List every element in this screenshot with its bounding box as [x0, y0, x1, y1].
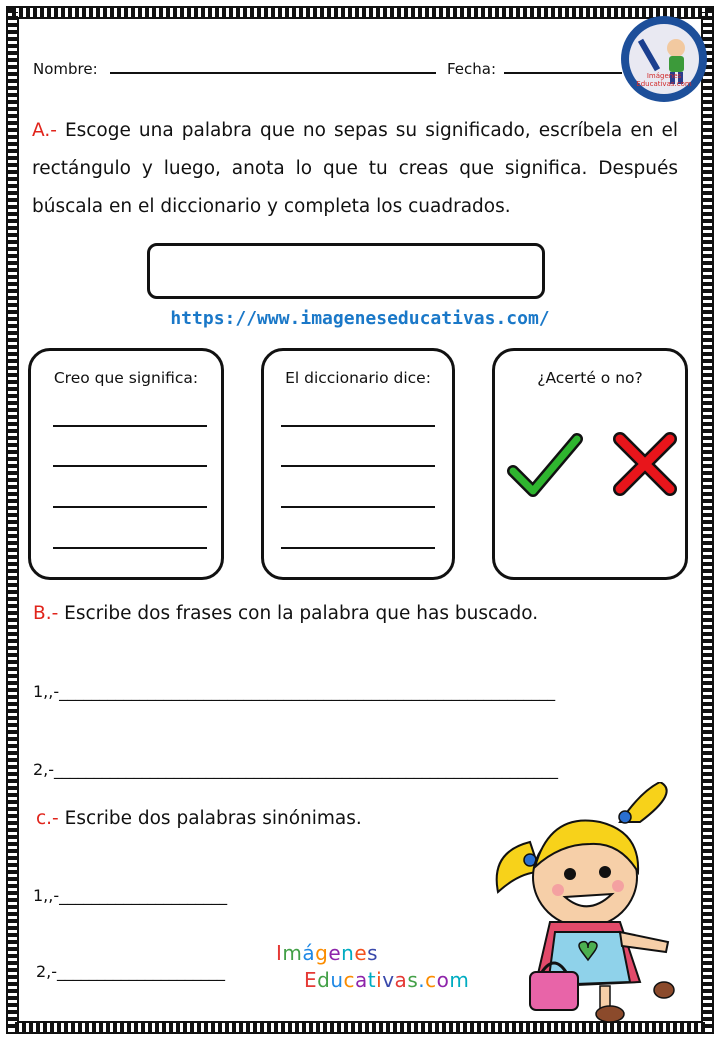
- section-a-instruction: [32, 112, 678, 226]
- girl-illustration: [490, 782, 690, 1026]
- section-c-text: Escribe dos palabras sinónimas.: [64, 808, 362, 829]
- guess-card: [28, 348, 224, 580]
- section-c-prefix: c.-: [36, 808, 59, 829]
- result-card: [492, 348, 688, 580]
- checkmark-icon[interactable]: [507, 431, 583, 501]
- synonym-line-1[interactable]: 1,,-_____________________: [33, 886, 228, 905]
- section-c-instruction: [36, 808, 362, 829]
- section-b-instruction: [33, 603, 538, 624]
- site-url: https://www.imageneseducativas.com/: [170, 308, 550, 329]
- sentence-line-2[interactable]: 2,-_______________________________________________________________: [33, 760, 559, 779]
- guess-line[interactable]: [53, 465, 207, 467]
- brand-logo-line-2: Educativas.com: [304, 968, 470, 992]
- section-b-prefix: B.-: [33, 603, 59, 624]
- guess-line[interactable]: [53, 425, 207, 427]
- synonym-line-2[interactable]: 2,-_____________________: [36, 962, 226, 981]
- dictionary-card: [261, 348, 455, 580]
- dictionary-line[interactable]: [281, 547, 435, 549]
- date-field[interactable]: [504, 72, 622, 74]
- dictionary-card-title: El diccionario dice:: [285, 369, 431, 387]
- section-a-prefix: A.-: [32, 120, 57, 141]
- sentence-line-1[interactable]: 1,,-______________________________________________________________: [33, 682, 556, 701]
- date-label: Fecha:: [447, 60, 497, 78]
- guess-line[interactable]: [53, 506, 207, 508]
- section-a-text: Escoge una palabra que no sepas su significado, escríbela en el rectángulo y luego, anota lo que tu creas que significa. Después búscala en el diccionario y completa los cuadrados.: [32, 120, 678, 217]
- word-rectangle[interactable]: [147, 243, 545, 299]
- brand-logo-line-1: Imágenes: [276, 941, 379, 965]
- site-badge-logo: [614, 14, 714, 104]
- badge-text: Imágenes Educativas.com: [636, 72, 692, 88]
- result-card-title: ¿Acerté o no?: [537, 369, 643, 387]
- dictionary-line[interactable]: [281, 506, 435, 508]
- name-label: Nombre:: [33, 60, 98, 78]
- guess-card-title: Creo que significa:: [53, 369, 199, 387]
- guess-line[interactable]: [53, 547, 207, 549]
- dictionary-line[interactable]: [281, 425, 435, 427]
- section-b-text: Escribe dos frases con la palabra que has buscado.: [64, 603, 539, 624]
- dictionary-line[interactable]: [281, 465, 435, 467]
- cross-icon[interactable]: [612, 431, 678, 497]
- name-field[interactable]: [110, 72, 436, 74]
